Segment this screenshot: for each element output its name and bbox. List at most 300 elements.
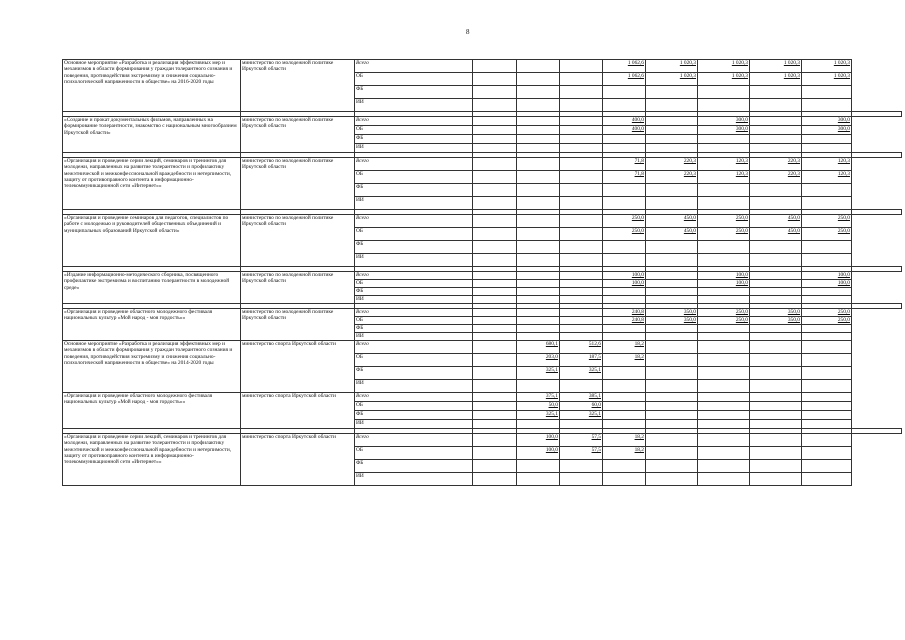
amount-cell xyxy=(560,460,603,473)
amount-cell xyxy=(473,460,517,473)
amount-cell xyxy=(646,317,698,325)
amount-cell xyxy=(560,288,603,296)
amount-cell xyxy=(802,228,852,241)
amount-cell xyxy=(698,135,750,144)
funding-source: Всего xyxy=(355,158,473,171)
funding-source: ОБ xyxy=(355,73,473,86)
amount-cell xyxy=(646,158,698,171)
executor: министерство по молодежной политике Иркутской области xyxy=(241,215,355,267)
amount-value: 375,1 xyxy=(545,393,558,399)
amount-cell xyxy=(560,380,603,393)
amount-cell xyxy=(698,380,750,393)
amount-cell xyxy=(517,411,560,420)
amount-cell xyxy=(517,241,560,254)
table-row xyxy=(63,60,902,73)
amount-cell xyxy=(473,254,517,267)
amount-cell xyxy=(750,447,802,460)
amount-cell xyxy=(473,241,517,254)
funding-source: Всего xyxy=(355,117,473,126)
amount-cell xyxy=(473,184,517,197)
amount-value: 1 020,3 xyxy=(833,73,850,79)
amount-cell xyxy=(750,341,802,354)
amount-cell xyxy=(698,99,750,112)
amount-cell xyxy=(603,341,646,354)
amount-cell xyxy=(750,296,802,304)
amount-cell xyxy=(802,126,852,135)
amount-cell xyxy=(560,197,603,210)
amount-cell xyxy=(560,296,603,304)
amount-cell xyxy=(698,447,750,460)
amount-cell xyxy=(750,367,802,380)
amount-cell xyxy=(560,99,603,112)
amount-cell xyxy=(698,288,750,296)
amount-cell xyxy=(750,411,802,420)
amount-cell xyxy=(802,460,852,473)
amount-cell xyxy=(646,197,698,210)
amount-value: 57,5 xyxy=(591,434,601,440)
amount-cell xyxy=(517,197,560,210)
amount-cell xyxy=(698,296,750,304)
amount-value: 100,0 xyxy=(631,272,644,278)
amount-cell xyxy=(560,215,603,228)
amount-cell xyxy=(473,411,517,420)
amount-cell xyxy=(603,215,646,228)
amount-cell xyxy=(473,367,517,380)
amount-cell xyxy=(646,117,698,126)
amount-cell xyxy=(603,73,646,86)
amount-value: 300,0 xyxy=(735,126,748,132)
amount-cell xyxy=(750,325,802,333)
amount-cell xyxy=(560,317,603,325)
amount-cell xyxy=(517,228,560,241)
amount-cell xyxy=(603,354,646,367)
amount-cell xyxy=(698,402,750,411)
amount-cell xyxy=(560,333,603,341)
amount-cell xyxy=(560,126,603,135)
amount-cell xyxy=(802,296,852,304)
amount-cell xyxy=(750,280,802,288)
amount-cell xyxy=(603,184,646,197)
amount-cell xyxy=(473,60,517,73)
amount-cell xyxy=(473,402,517,411)
measure-name: «Организация и проведение областного молодежного фестиваля национальных культур «Мой народ - моя гордость»» xyxy=(63,393,241,429)
amount-cell xyxy=(802,73,852,86)
amount-cell xyxy=(698,117,750,126)
amount-cell xyxy=(698,241,750,254)
amount-value: 18,2 xyxy=(634,434,644,440)
amount-cell xyxy=(473,341,517,354)
measure-name: «Организация и проведение серии лекций, семинаров и тренингов для молодежи, направленных на развитие толерантности и профилактику межэтнической и межконфессиональной враждебности и нетерпимости, защиту от противоправного контента в информационно-телекоммуникационной сети «Интернет»» xyxy=(63,434,241,486)
amount-value: 450,0 xyxy=(787,215,800,221)
amount-cell xyxy=(603,254,646,267)
executor: министерство по молодежной политике Иркутской области xyxy=(241,309,355,341)
amount-cell xyxy=(517,254,560,267)
amount-cell xyxy=(473,158,517,171)
amount-cell xyxy=(646,215,698,228)
amount-value: 250,0 xyxy=(735,309,748,315)
executor: министерство спорта Иркутской области xyxy=(241,393,355,429)
amount-cell xyxy=(750,241,802,254)
amount-value: 100,0 xyxy=(735,272,748,278)
amount-cell xyxy=(802,280,852,288)
amount-value: 203,0 xyxy=(545,354,558,360)
funding-source: ФБ xyxy=(355,86,473,99)
amount-value: 120,3 xyxy=(837,171,850,177)
amount-cell xyxy=(560,341,603,354)
amount-value: 100,0 xyxy=(631,280,644,286)
measure-name: «Организация и проведение областного молодежного фестиваля национальных культур «Мой народ - моя гордость»» xyxy=(63,309,241,341)
amount-value: 60,0 xyxy=(591,402,601,408)
amount-cell xyxy=(517,296,560,304)
amount-value: 1 020,3 xyxy=(679,60,696,66)
amount-cell xyxy=(517,309,560,317)
amount-cell xyxy=(802,380,852,393)
amount-cell xyxy=(560,73,603,86)
amount-cell xyxy=(750,402,802,411)
funding-source: ФБ xyxy=(355,288,473,296)
spacer-cell xyxy=(852,304,902,309)
amount-cell xyxy=(473,197,517,210)
amount-cell xyxy=(603,135,646,144)
amount-cell xyxy=(473,447,517,460)
funding-source: ФБ xyxy=(355,135,473,144)
amount-cell xyxy=(750,434,802,447)
amount-cell xyxy=(603,411,646,420)
amount-cell xyxy=(698,184,750,197)
amount-cell xyxy=(698,317,750,325)
amount-cell xyxy=(517,280,560,288)
amount-cell xyxy=(698,411,750,420)
amount-cell xyxy=(646,99,698,112)
amount-cell xyxy=(560,60,603,73)
amount-cell xyxy=(603,280,646,288)
amount-cell xyxy=(802,158,852,171)
measure-name: Основное мероприятие «Разработка и реализация эффективных мер и механизмов в области формирования у граждан толерантного сознания и поведения, противодействия экстремизму и снижения социально-психологической напряженности в обществе» на 2016-2020 годы xyxy=(63,60,241,112)
amount-cell xyxy=(750,420,802,429)
amount-cell xyxy=(802,411,852,420)
amount-value: 250,0 xyxy=(735,317,748,323)
amount-cell xyxy=(603,434,646,447)
amount-cell xyxy=(802,86,852,99)
amount-value: 400,0 xyxy=(631,126,644,132)
table-row xyxy=(63,309,902,317)
amount-cell xyxy=(473,325,517,333)
table-row xyxy=(63,341,902,354)
amount-cell xyxy=(698,228,750,241)
amount-cell xyxy=(802,354,852,367)
amount-cell xyxy=(603,99,646,112)
measure-name: «Издание информационно-методического сборника, посвященного профилактике экстремизма и воспитанию толерантности в молодежной среде» xyxy=(63,272,241,304)
amount-cell xyxy=(473,228,517,241)
amount-cell xyxy=(603,272,646,280)
amount-cell xyxy=(646,228,698,241)
amount-cell xyxy=(750,354,802,367)
amount-cell xyxy=(646,434,698,447)
amount-cell xyxy=(802,393,852,402)
amount-cell xyxy=(646,325,698,333)
spacer-cell xyxy=(852,210,902,215)
amount-value: 250,0 xyxy=(837,317,850,323)
amount-cell xyxy=(517,288,560,296)
amount-cell xyxy=(802,288,852,296)
amount-cell xyxy=(802,241,852,254)
amount-value: 250,0 xyxy=(837,309,850,315)
amount-value: 450,0 xyxy=(683,215,696,221)
amount-cell xyxy=(517,317,560,325)
amount-cell xyxy=(560,309,603,317)
amount-value: 100,0 xyxy=(545,447,558,453)
amount-cell xyxy=(802,60,852,73)
spacer-cell xyxy=(852,429,902,434)
amount-cell xyxy=(473,135,517,144)
amount-value: 120,3 xyxy=(735,171,748,177)
amount-cell xyxy=(473,272,517,280)
amount-cell xyxy=(560,393,603,402)
amount-cell xyxy=(517,99,560,112)
amount-value: 100,0 xyxy=(837,280,850,286)
funding-source: Всего xyxy=(355,341,473,354)
funding-source: ИИ xyxy=(355,296,473,304)
amount-value: 220,3 xyxy=(787,171,800,177)
funding-source: ИИ xyxy=(355,99,473,112)
amount-value: 240,8 xyxy=(631,317,644,323)
amount-cell xyxy=(517,473,560,486)
amount-cell xyxy=(802,99,852,112)
amount-cell xyxy=(698,215,750,228)
amount-cell xyxy=(603,296,646,304)
amount-value: 220,3 xyxy=(787,158,800,164)
amount-cell xyxy=(750,126,802,135)
amount-cell xyxy=(750,460,802,473)
amount-cell xyxy=(698,86,750,99)
amount-cell xyxy=(646,60,698,73)
funding-source: ИИ xyxy=(355,144,473,153)
amount-value: 325,1 xyxy=(545,367,558,373)
amount-value: 71,8 xyxy=(634,158,644,164)
amount-value: 18,2 xyxy=(634,354,644,360)
table-row xyxy=(63,272,902,280)
amount-value: 57,5 xyxy=(591,447,601,453)
amount-cell xyxy=(517,184,560,197)
amount-cell xyxy=(750,60,802,73)
amount-value: 385,1 xyxy=(588,393,601,399)
amount-cell xyxy=(517,460,560,473)
amount-cell xyxy=(473,473,517,486)
spacer-cell xyxy=(852,153,902,158)
amount-cell xyxy=(603,171,646,184)
amount-cell xyxy=(517,144,560,153)
amount-cell xyxy=(802,341,852,354)
amount-cell xyxy=(603,144,646,153)
amount-cell xyxy=(517,393,560,402)
amount-cell xyxy=(560,367,603,380)
amount-cell xyxy=(560,158,603,171)
amount-cell xyxy=(560,411,603,420)
amount-cell xyxy=(802,367,852,380)
amount-cell xyxy=(802,434,852,447)
spacer-cell xyxy=(852,112,902,117)
executor: министерство по молодежной политике Иркутской области xyxy=(241,272,355,304)
measure-name: Основное мероприятие «Разработка и реализация эффективных мер и механизмов в области формирования у граждан толерантного сознания и поведения, противодействия экстремизму и снижения социально-психологической напряженности в обществе» на 2014-2020 годы xyxy=(63,341,241,393)
amount-cell xyxy=(646,144,698,153)
executor: министерство спорта Иркутской области xyxy=(241,341,355,393)
amount-cell xyxy=(698,341,750,354)
measure-name: «Создание и прокат документальных фильмов, направленных на формирование толерантности, знакомство с национальным многообразием Иркутской области» xyxy=(63,117,241,153)
amount-value: 350,0 xyxy=(683,317,696,323)
amount-cell xyxy=(517,402,560,411)
amount-cell xyxy=(517,73,560,86)
amount-cell xyxy=(646,333,698,341)
amount-cell xyxy=(517,171,560,184)
amount-cell xyxy=(646,288,698,296)
executor: министерство по молодежной политике Иркутской области xyxy=(241,158,355,210)
funding-source: ОБ xyxy=(355,280,473,288)
amount-cell xyxy=(560,171,603,184)
amount-value: 250,0 xyxy=(837,228,850,234)
amount-value: 1 062,6 xyxy=(627,60,644,66)
amount-cell xyxy=(698,197,750,210)
amount-cell xyxy=(698,272,750,280)
amount-cell xyxy=(560,86,603,99)
amount-cell xyxy=(646,411,698,420)
amount-cell xyxy=(560,434,603,447)
amount-cell xyxy=(698,434,750,447)
funding-source: ФБ xyxy=(355,325,473,333)
amount-value: 100,0 xyxy=(735,280,748,286)
amount-cell xyxy=(750,333,802,341)
amount-cell xyxy=(698,126,750,135)
amount-value: 325,1 xyxy=(545,411,558,417)
funding-source: ОБ xyxy=(355,317,473,325)
amount-cell xyxy=(473,420,517,429)
amount-cell xyxy=(750,272,802,280)
amount-cell xyxy=(750,309,802,317)
amount-cell xyxy=(473,380,517,393)
amount-cell xyxy=(646,184,698,197)
amount-value: 50,0 xyxy=(548,402,558,408)
amount-cell xyxy=(603,309,646,317)
amount-cell xyxy=(517,434,560,447)
amount-cell xyxy=(473,144,517,153)
amount-value: 120,3 xyxy=(735,158,748,164)
amount-cell xyxy=(473,126,517,135)
amount-cell xyxy=(802,272,852,280)
amount-cell xyxy=(750,117,802,126)
amount-cell xyxy=(603,228,646,241)
amount-cell xyxy=(646,354,698,367)
amount-cell xyxy=(646,86,698,99)
table-row xyxy=(63,117,902,126)
amount-cell xyxy=(517,126,560,135)
amount-cell xyxy=(473,117,517,126)
amount-cell xyxy=(750,171,802,184)
amount-cell xyxy=(646,447,698,460)
amount-cell xyxy=(646,272,698,280)
amount-cell xyxy=(603,333,646,341)
amount-value: 680,1 xyxy=(545,341,558,347)
amount-cell xyxy=(802,254,852,267)
amount-value: 1 020,3 xyxy=(731,73,748,79)
amount-cell xyxy=(603,158,646,171)
amount-cell xyxy=(473,333,517,341)
amount-cell xyxy=(517,420,560,429)
amount-cell xyxy=(517,135,560,144)
amount-cell xyxy=(698,254,750,267)
amount-cell xyxy=(473,296,517,304)
amount-value: 1 020,3 xyxy=(833,60,850,66)
amount-cell xyxy=(473,280,517,288)
amount-cell xyxy=(603,60,646,73)
amount-cell xyxy=(560,272,603,280)
amount-cell xyxy=(802,309,852,317)
executor: министерство по молодежной политике Иркутской области xyxy=(241,60,355,112)
amount-cell xyxy=(802,197,852,210)
amount-value: 1 020,3 xyxy=(783,60,800,66)
amount-cell xyxy=(473,171,517,184)
amount-value: 220,3 xyxy=(683,158,696,164)
amount-cell xyxy=(473,215,517,228)
amount-value: 250,0 xyxy=(837,215,850,221)
amount-value: 300,0 xyxy=(735,117,748,123)
amount-cell xyxy=(603,420,646,429)
amount-cell xyxy=(646,473,698,486)
amount-cell xyxy=(517,380,560,393)
funding-source: Всего xyxy=(355,309,473,317)
amount-cell xyxy=(560,228,603,241)
amount-value: 1 020,3 xyxy=(679,73,696,79)
amount-cell xyxy=(646,380,698,393)
amount-cell xyxy=(802,135,852,144)
funding-source: ИИ xyxy=(355,420,473,429)
amount-cell xyxy=(560,241,603,254)
amount-cell xyxy=(802,144,852,153)
amount-cell xyxy=(802,420,852,429)
amount-cell xyxy=(603,197,646,210)
amount-cell xyxy=(473,288,517,296)
amount-cell xyxy=(646,280,698,288)
amount-cell xyxy=(603,380,646,393)
amount-value: 350,0 xyxy=(787,317,800,323)
amount-cell xyxy=(603,241,646,254)
amount-cell xyxy=(698,144,750,153)
amount-cell xyxy=(517,367,560,380)
amount-value: 100,0 xyxy=(837,272,850,278)
amount-cell xyxy=(750,135,802,144)
amount-cell xyxy=(750,99,802,112)
funding-source: Всего xyxy=(355,215,473,228)
amount-cell xyxy=(646,126,698,135)
amount-value: 325,1 xyxy=(588,367,601,373)
amount-cell xyxy=(646,393,698,402)
amount-cell xyxy=(698,325,750,333)
amount-value: 300,0 xyxy=(837,117,850,123)
amount-cell xyxy=(560,144,603,153)
amount-cell xyxy=(750,473,802,486)
amount-cell xyxy=(802,171,852,184)
table-row xyxy=(63,158,902,171)
measure-name: «Организация и проведение серии лекций, семинаров и тренингов для молодежи, направленных на развитие толерантности и профилактику межэтнической и межконфессиональной враждебности и нетерпимости, защиту от противоправного контента в информационно-телекоммуникационной сети «Интернет»» xyxy=(63,158,241,210)
funding-source: ОБ xyxy=(355,354,473,367)
amount-value: 18,2 xyxy=(634,447,644,453)
funding-source: ОБ xyxy=(355,171,473,184)
amount-cell xyxy=(698,393,750,402)
amount-cell xyxy=(698,73,750,86)
funding-source: ФБ xyxy=(355,184,473,197)
amount-cell xyxy=(517,333,560,341)
amount-cell xyxy=(646,171,698,184)
amount-cell xyxy=(603,393,646,402)
amount-cell xyxy=(603,117,646,126)
